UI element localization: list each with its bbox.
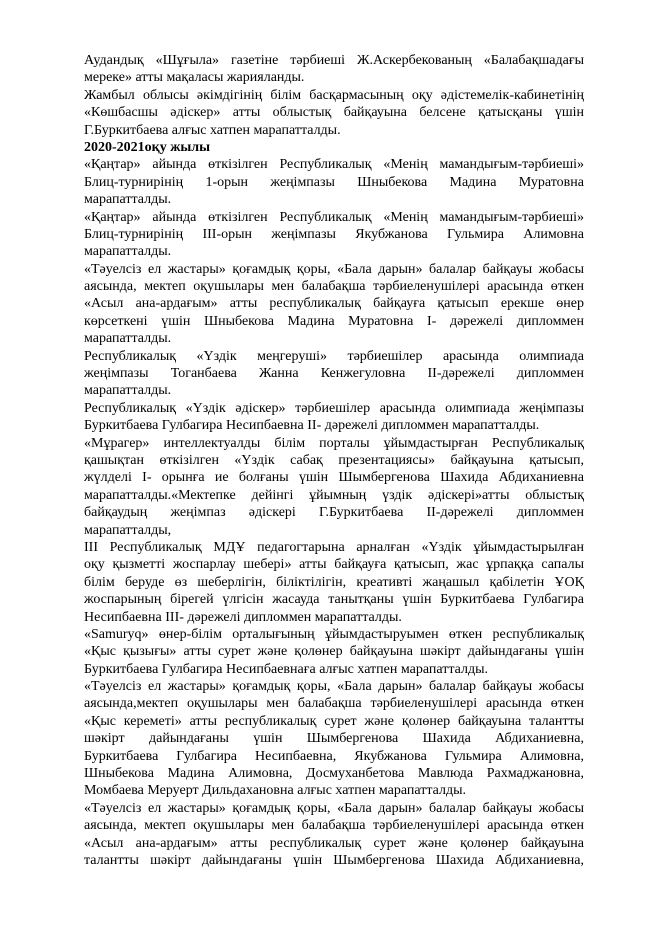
- text-line: «Асыл ана-ардағым» атты республикалық сурет және қолөнер байқауына: [84, 835, 584, 851]
- text-line: «Қаңтар» айында өткізілген Республикалық «Менің мамандығым-тәрбиеші»: [84, 157, 584, 173]
- text-line: ІІІ Республикалық МДҰ педагогтарына арналған «Үздік ұйымдастырылған: [84, 539, 584, 555]
- text-line: жеңімпазы Тоганбаева Жанна Кенжегуловна ІІ-дәрежелі дипломмен: [84, 366, 584, 382]
- text-line: «Тәуелсіз ел жастары» қоғамдық қоры, «Бала дарын» балалар байқауы жобасы: [84, 800, 584, 816]
- text-line: «Асыл ана-ардағым» атты республикалық байқауға қатысып ерекше өнер: [84, 296, 584, 312]
- text-line: Г.Буркитбаева алғыс хатпен марапатталды.: [84, 122, 341, 138]
- text-line: мереке» атты мақаласы жарияланды.: [84, 70, 305, 86]
- text-line: жүлделі І- орынға ие болғаны үшін Шымбергенова Шахида Абдиханиевна: [84, 470, 584, 486]
- text-line: «Қыс кереметі» атты республикалық сурет және қолөнер байқауына талантты: [84, 713, 584, 729]
- text-line: оқу қызметті жоспарлау шебері» атты байқауға қатысып, жас ұрпаққа сапалы: [84, 557, 584, 573]
- text-line: Буркитбаева Гулбагира Несипбаевна ІІ- дәрежелі дипломмен марапатталды.: [84, 418, 540, 434]
- text-line: «Қаңтар» айында өткізілген Республикалық «Менің мамандығым-тәрбиеші»: [84, 209, 584, 225]
- text-line: Несипбаевна ІІІ- дәрежелі дипломмен марапатталды.: [84, 609, 402, 625]
- text-line: «Тәуелсіз ел жастары» қоғамдық қоры, «Бала дарын» балалар байқауы жобасы: [84, 261, 584, 277]
- text-line: «Мұрагер» интеллектуалды білім порталы ұйымдастырған Республикалық: [84, 435, 584, 451]
- text-line: жоспарының бірегей үлгісін жасауда танытқаны үшін Буркитбаева Гулбагира: [84, 592, 584, 608]
- text-line: марапатталды,: [84, 522, 172, 538]
- document-page: [84, 52, 584, 869]
- text-line: марапатталды.: [84, 331, 172, 347]
- text-line: талантты шәкірт дайындағаны үшін Шымбергенова Шахида Абдиханиевна,: [84, 852, 584, 868]
- text-line: «Тәуелсіз ел жастары» қоғамдық қоры, «Бала дарын» балалар байқауы жобасы: [84, 679, 584, 695]
- text-line: аясында, мектеп оқушылары мен балабақша тәрбиеленушілері арасында өткен: [84, 818, 584, 834]
- text-line: Буркитбаева Гулбагира Несипбаевна, Якубжанова Гульмира Алимовна,: [84, 748, 584, 764]
- text-line: қашықтан өткізілген «Үздік сабақ презентациясы» байқауына қатысып,: [84, 452, 584, 468]
- text-line: «Қыс қызығы» атты сурет және қолөнер байқауына шәкірт дайындағаны үшін: [84, 644, 584, 660]
- text-line: Шныбекова Мадина Алимовна, Досмуханбетова Мавлюда Рахмаджановна,: [84, 766, 584, 782]
- text-line: аясында,мектеп оқушылары мен балабақша тәрбиеленушілері арасында өткен: [84, 696, 584, 712]
- text-line: марапатталды.: [84, 383, 172, 399]
- text-line: Блиц-турнирінің 1-орын жеңімпазы Шныбекова Мадина Муратовна: [84, 174, 584, 190]
- text-line: Аудандық «Шұғыла» газетіне тәрбиеші Ж.Аскербекованың «Балабақшадағы: [84, 53, 584, 68]
- text-line: Республикалық «Үздік әдіскер» тәрбиешілер арасында олимпиада жеңімпазы: [84, 400, 584, 416]
- text-line: марапатталды.: [84, 244, 172, 260]
- text-line: Республикалық «Үздік меңгеруші» тәрбиешілер арасында олимпиада: [84, 348, 584, 364]
- text-line: Момбаева Меруерт Дильдахановна алғыс хатпен марапатталды.: [84, 783, 467, 799]
- text-line: марапатталды.: [84, 192, 172, 208]
- text-line: Жамбыл облысы әкімдігінің білім басқармасының оқу әдістемелік-кабинетінің: [84, 87, 584, 103]
- text-line: Буркитбаева Гулбагира Несипбаевнаға алғыс хатпен марапатталды.: [84, 661, 488, 677]
- text-line: байқаудың жеңімпаз әдіскері Г.Буркитбаева ІІ-дәрежелі дипломмен: [84, 505, 584, 521]
- text-line: Блиц-турнирінің ІІІ-орын жеңімпазы Якубжанова Гульмира Алимовна: [84, 226, 584, 242]
- text-line: аясында, мектеп оқушылары мен балабақша тәрбиеленушілері арасында өткен: [84, 279, 584, 295]
- text-line: көрсеткені үшін Шныбекова Мадина Муратовна І- дәрежелі дипломмен: [84, 313, 584, 329]
- text-line: «Көшбасшы әдіскер» атты облыстық байқауына белсене қатысқаны үшін: [84, 105, 584, 121]
- section-heading: 2020-2021оқу жылы: [84, 139, 211, 155]
- text-line: марапатталды.«Мектепке дейінгі ұйымның үздік әдіскері»атты облыстық: [84, 487, 584, 503]
- text-line: білім беруде өз шеберлігін, біліктілігін, креативті жаңашыл қабілетін ҰОҚ: [84, 574, 584, 590]
- text-line: «Samuryq» өнер-білім орталығының ұйымдастыруымен өткен республикалық: [84, 626, 584, 642]
- text-line: шәкірт дайындағаны үшін Шымбергенова Шахида Абдиханиевна,: [84, 731, 584, 747]
